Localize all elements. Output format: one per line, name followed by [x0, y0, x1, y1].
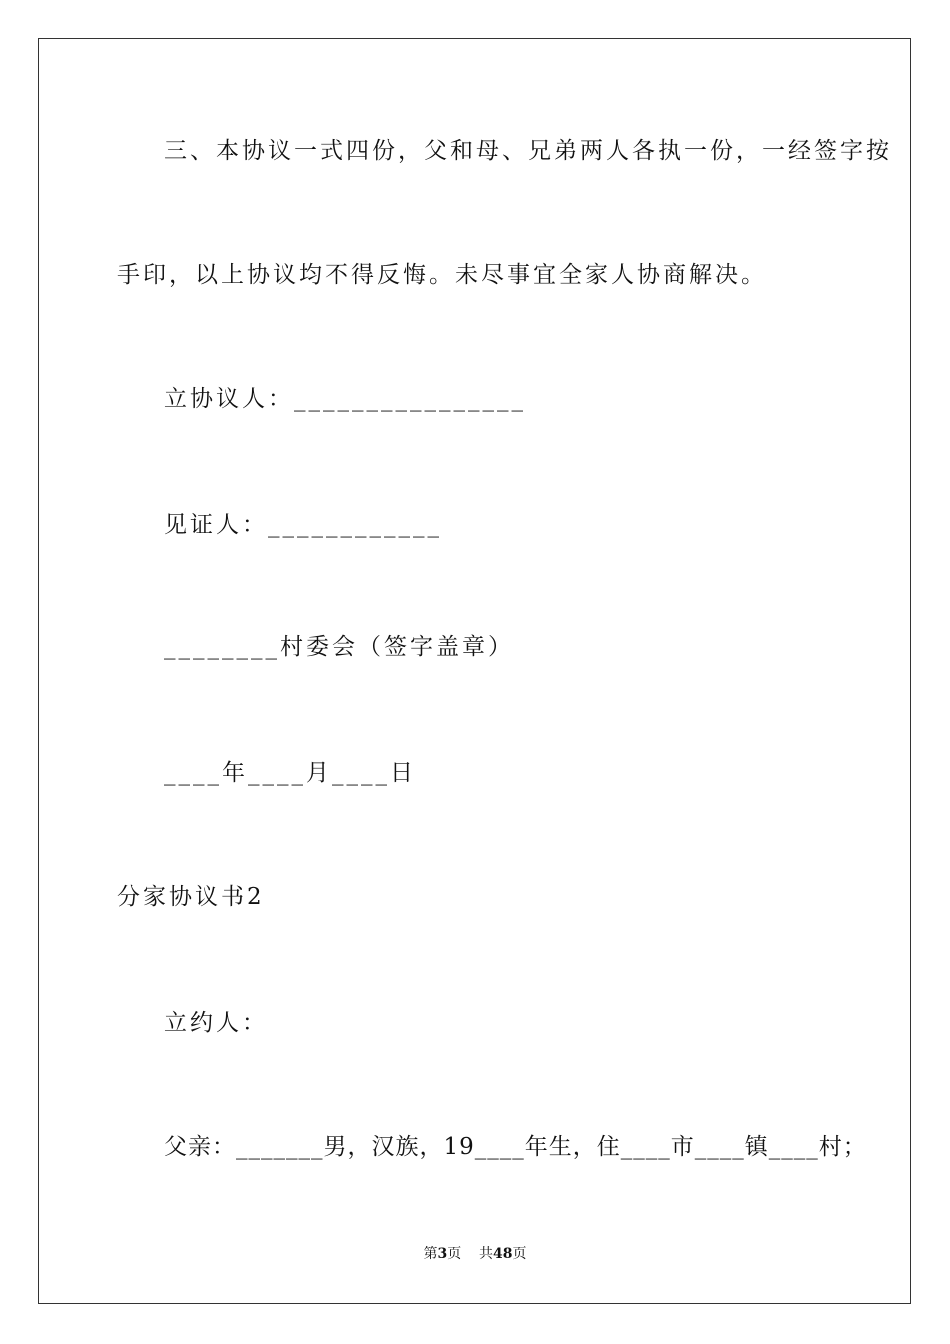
paragraph-line-2: 手印，以上协议均不得反悔。未尽事宜全家人协商解决。 [117, 262, 767, 288]
contractor-line: 立约人： [164, 1010, 268, 1036]
village-committee-line: ________村委会（签字盖章） [164, 634, 514, 660]
footer-total-prefix: 共 [479, 1246, 494, 1262]
witness-line: 见证人：____________ [164, 512, 442, 538]
page-footer [0, 1244, 950, 1264]
page-border [38, 38, 911, 1304]
father-info-line: 父亲：_______男，汉族，19____年生，住____市____镇____村； [164, 1134, 867, 1160]
date-line: ____年____月____日 [164, 760, 416, 786]
paragraph-line-1: 三、本协议一式四份，父和母、兄弟两人各执一份，一经签字按 [164, 138, 892, 164]
footer-page-suffix: 页 [447, 1246, 462, 1262]
footer-page-prefix: 第 [423, 1246, 438, 1262]
signer-line: 立协议人：________________ [164, 386, 526, 412]
footer-total-suffix: 页 [512, 1246, 527, 1262]
footer-total-number: 48 [493, 1246, 513, 1262]
footer-page-number: 3 [437, 1246, 448, 1262]
section-title: 分家协议书2 [117, 884, 265, 910]
